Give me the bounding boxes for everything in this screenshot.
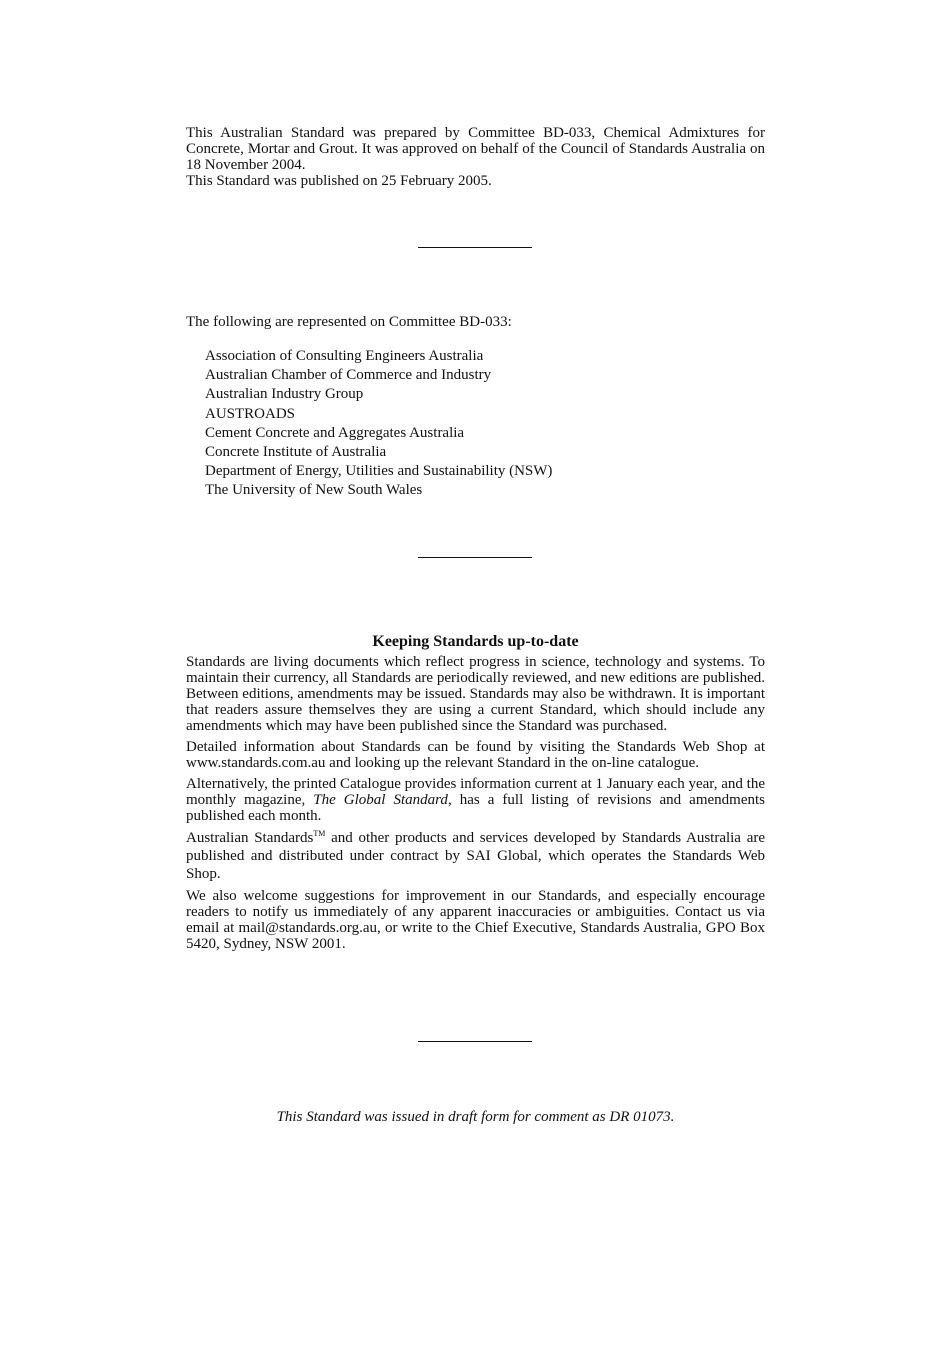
australian-standards-text: Australian Standards: [186, 830, 314, 846]
committee-member-list: [205, 347, 552, 501]
committee-member: Concrete Institute of Australia: [205, 444, 387, 461]
paragraph-living-documents: Standards are living documents which reflect progress in science, technology and systems. To maintain their currency, all Standards are periodically reviewed, and new editions are published. Between editions, amendments may be issued. Standards may also be withdrawn. It is important that readers assure themselves they are using a current Standard, which should include any amendments which may have been published since the Standard was purchased.: [186, 654, 765, 734]
global-standard-title: The Global Standard: [313, 792, 448, 808]
paragraph-sai-global: [186, 829, 765, 883]
paragraph-catalogue-text: Alternatively, the printed Catalogue provides information current at 1 January each year, and the monthly magazine,: [186, 776, 765, 808]
committee-member: Cement Concrete and Aggregates Australia: [205, 424, 465, 441]
section-heading: Keeping Standards up-to-date: [372, 633, 579, 650]
committee-intro: The following are represented on Committee BD-033:: [186, 314, 512, 330]
published-date-text: This Standard was published on 25 February 2005.: [186, 173, 492, 189]
committee-member: Association of Consulting Engineers Australia: [205, 348, 484, 364]
paragraph-sai-global-text: and other products and services developed by Standards Australia are published and distributed under contract by SAI Global, which operates the Standards Web Shop.: [186, 830, 766, 882]
committee-member: AUSTROADS: [205, 405, 296, 422]
committee-member: The University of New South Wales: [205, 482, 423, 499]
trademark-mark: TM: [313, 829, 326, 838]
paragraph-catalogue: [186, 776, 765, 824]
section-divider-3: [418, 1041, 532, 1042]
paragraph-catalogue-text-end: , has a full listing of revisions and amendments published each month.: [186, 792, 765, 824]
committee-member: Department of Energy, Utilities and Sustainability (NSW): [205, 463, 553, 480]
section-divider-2: [418, 557, 532, 558]
paragraph-web-shop: Detailed information about Standards can be found by visiting the Standards Web Shop at www.standards.com.au and looking up the relevant Standard in the on-line catalogue.: [186, 739, 765, 771]
committee-member: Australian Chamber of Commerce and Industry: [205, 367, 492, 384]
draft-note: This Standard was issued in draft form for comment as DR 01073.: [276, 1109, 675, 1125]
approval-statement: [186, 125, 765, 189]
keeping-standards-section: [186, 654, 765, 957]
paragraph-contact: We also welcome suggestions for improvement in our Standards, and especially encourage readers to notify us immediately of any apparent inaccuracies or ambiguities. Contact us via email at mail@standards.org.au, or write to the Chief Executive, Standards Australia, GPO Box 5420, Sydney, NSW 2001.: [186, 888, 765, 952]
prepared-by-text: This Australian Standard was prepared by Committee BD-033, Chemical Admixtures for Concrete, Mortar and Grout. It was approved on behalf of the Council of Standards Australia on 18 November 2004.: [186, 125, 765, 173]
committee-member: Australian Industry Group: [205, 386, 364, 403]
section-divider-1: [418, 247, 532, 248]
